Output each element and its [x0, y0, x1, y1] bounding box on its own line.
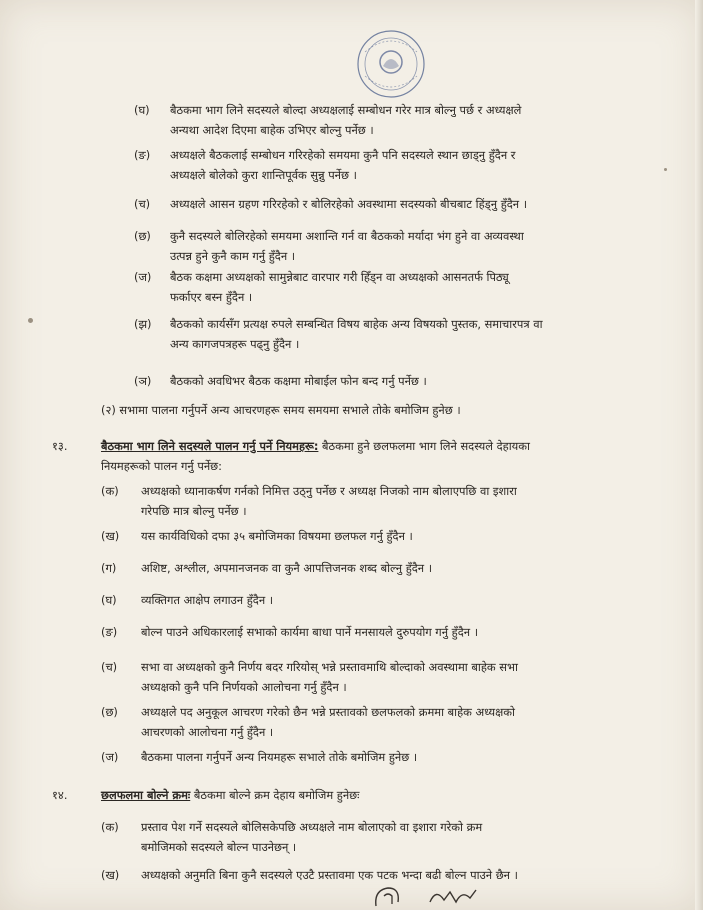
conduct-rule-item-label: (ज)	[134, 270, 152, 284]
speaking-order-item-text-line: प्रस्ताव पेश गर्ने सदस्यले बोलिसकेपछि अध्यक्षले नाम बोलाएको वा इशारा गरेको क्रम	[141, 820, 483, 834]
speaking-order-item-label: (ख)	[101, 868, 120, 882]
debate-rule-item-text-line: अशिष्ट, अश्लील, अपमानजनक वा कुनै आपत्तिजनक शब्द बोल्नु हुँदैन ।	[141, 561, 433, 575]
conduct-rule-item-label: (ञ)	[134, 374, 152, 388]
section-14-intro-text: बैठकमा बोल्ने क्रम देहाय बमोजिम हुनेछः	[190, 788, 360, 802]
conduct-rule-item-text-line: बैठक कक्षमा अध्यक्षको सामुन्नेबाट वारपार गरी हिँड्न वा अध्यक्षको आसनतर्फ पिठ्यू	[170, 270, 509, 284]
debate-rule-item-label: (ग)	[101, 561, 117, 575]
section-13-number: १३.	[52, 439, 68, 453]
conduct-rule-item-text-line: अध्यक्षले आसन ग्रहण गरिरहेको र बोलिरहेको अवस्थामा सदस्यको बीचबाट हिंड्नु हुँदैन ।	[170, 197, 528, 211]
clause-2-text: (२) सभामा पालना गर्नुपर्ने अन्य आचरणहरू समय समयमा सभाले तोके बमोजिम हुनेछ ।	[101, 403, 461, 417]
section-14-heading: छलफलमा बोल्ने क्रमः	[101, 788, 191, 802]
debate-rule-item-text-line: व्यक्तिगत आक्षेप लगाउन हुँदैन ।	[141, 593, 274, 607]
debate-rule-item-text-line: अध्यक्षले पद अनुकूल आचरण गरेको छैन भन्ने प्रस्तावको छलफलको क्रममा बाहेक अध्यक्षको	[141, 705, 515, 719]
section-13-heading: बैठकमा भाग लिने सदस्यले पालन गर्नु पर्ने नियमहरू:	[101, 439, 319, 453]
conduct-rule-item-text-line: उत्पन्न हुने कुनै काम गर्नु हुँदैन ।	[170, 249, 296, 263]
conduct-rule-item-text-line: अन्य कागजपत्रहरू पढ्नु हुँदैन ।	[170, 337, 300, 351]
conduct-rule-item-label: (झ)	[134, 317, 152, 331]
debate-rule-item-label: (ङ)	[101, 625, 118, 639]
handwritten-mark-icon	[370, 880, 490, 910]
paper-speck	[664, 168, 667, 171]
debate-rule-item-text-line: अध्यक्षको ध्यानाकर्षण गर्नको निमित्त उठ्नु पर्नेछ र अध्यक्ष निजको नाम बोलाएपछि वा इशारा	[141, 484, 517, 498]
speaking-order-item-text-line: अध्यक्षको अनुमति बिना कुनै सदस्यले एउटै प्रस्तावमा एक पटक भन्दा बढी बोल्न पाउने छैन ।	[141, 868, 518, 882]
conduct-rule-item-text-line: अध्यक्षले बैठकलाई सम्बोधन गरिरहेको समयमा कुनै पनि सदस्यले स्थान छाड्नु हुँदैन र	[170, 148, 516, 162]
conduct-rule-item-text-line: अन्यथा आदेश दिएमा बाहेक उभिएर बोल्नु पर्नेछ ।	[170, 123, 374, 137]
conduct-rule-item-label: (छ)	[134, 229, 151, 243]
speaking-order-item-text-line: बमोजिमको सदस्यले बोल्न पाउनेछन् ।	[141, 840, 297, 854]
section-14-intro	[101, 786, 359, 805]
debate-rule-item-label: (च)	[101, 660, 118, 674]
section-13-intro	[101, 437, 530, 456]
section-13-intro-text: बैठकमा हुने छलफलमा भाग लिने सदस्यले देहायका	[318, 439, 530, 453]
debate-rule-item-text-line: गरेपछि मात्र बोल्नु पर्नेछ ।	[141, 504, 247, 518]
page-edge	[695, 0, 703, 910]
section-14-number: १४.	[52, 788, 68, 802]
conduct-rule-item-label: (ङ)	[134, 148, 151, 162]
debate-rule-item-label: (ज)	[101, 750, 119, 764]
conduct-rule-item-text-line: अध्यक्षले बोलेको कुरा शान्तिपूर्वक सुन्नु पर्नेछ ।	[170, 168, 357, 182]
conduct-rule-item-label: (घ)	[134, 103, 150, 117]
debate-rule-item-text-line: बोल्न पाउने अधिकारलाई सभाको कार्यमा बाधा पार्ने मनसायले दुरुपयोग गर्नु हुँदैन ।	[141, 625, 479, 639]
conduct-rule-item-text-line: बैठकको अवधिभर बैठक कक्षमा मोबाईल फोन बन्द गर्नु पर्नेछ ।	[170, 374, 427, 388]
debate-rule-item-text-line: अध्यक्षको कुनै पनि निर्णयको आलोचना गर्नु हुँदैन ।	[141, 680, 347, 694]
debate-rule-item-text-line: यस कार्यविधिको दफा ३५ बमोजिमका विषयमा छलफल गर्नु हुँदैन ।	[141, 529, 413, 543]
debate-rule-item-label: (छ)	[101, 705, 118, 719]
conduct-rule-item-text-line: फर्काएर बस्न हुँदैन ।	[170, 290, 253, 304]
speaking-order-item-label: (क)	[101, 820, 119, 834]
conduct-rule-item-text-line: कुनै सदस्यले बोलिरहेको समयमा अशान्ति गर्न वा बैठकको मर्यादा भंग हुने वा अव्यवस्था	[170, 229, 524, 243]
conduct-rule-item-text-line: बैठकमा भाग लिने सदस्यले बोल्दा अध्यक्षलाई सम्बोधन गरेर मात्र बोल्नु पर्छ र अध्यक्षले	[170, 103, 522, 117]
debate-rule-item-label: (ख)	[101, 529, 120, 543]
official-seal-icon	[355, 28, 427, 100]
debate-rule-item-label: (घ)	[101, 593, 117, 607]
debate-rule-item-text-line: आचरणको आलोचना गर्नु हुँदैन ।	[141, 725, 274, 739]
debate-rule-item-label: (क)	[101, 484, 119, 498]
section-13-intro-line2: नियमहरूको पालन गर्नु पर्नेछ:	[101, 459, 222, 473]
debate-rule-item-text-line: बैठकमा पालना गर्नुपर्ने अन्य नियमहरू सभाले तोके बमोजिम हुनेछ ।	[141, 750, 418, 764]
conduct-rule-item-text-line: बैठकको कार्यसँग प्रत्यक्ष रुपले सम्बन्धित विषय बाहेक अन्य विषयको पुस्तक, समाचारपत्र वा	[170, 317, 543, 331]
debate-rule-item-text-line: सभा वा अध्यक्षको कुनै निर्णय बदर गरियोस् भन्ने प्रस्तावमाथि बोल्दाको अवस्थामा बाहेक सभा	[141, 660, 518, 674]
conduct-rule-item-label: (च)	[134, 197, 151, 211]
paper-speck	[28, 318, 33, 323]
